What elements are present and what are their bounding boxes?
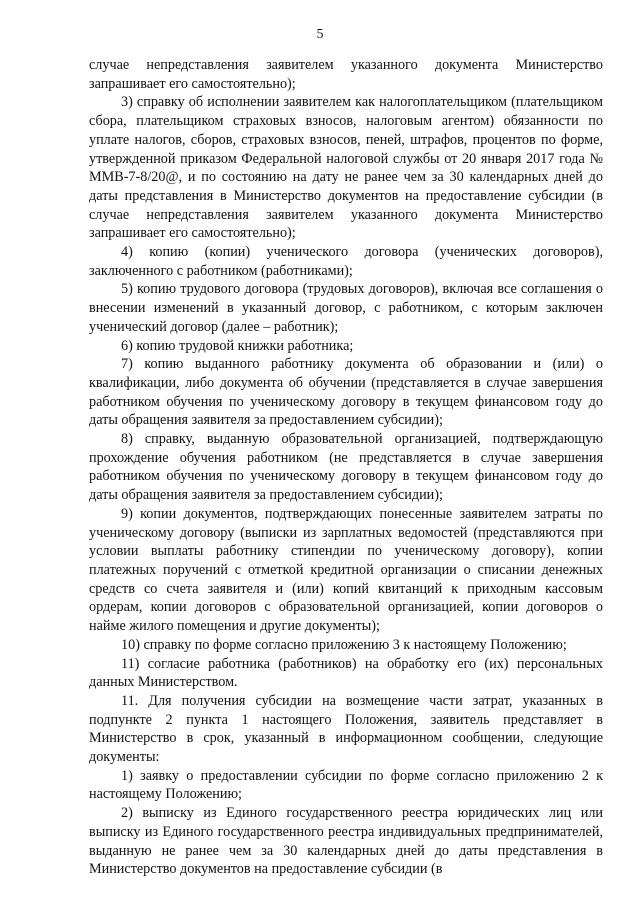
paragraph-item-6-work-book: 6) копию трудовой книжки работника; [121, 337, 354, 354]
paragraph-item-3-tax-certificate: 3) справку об исполнении заявителем как налогоплательщиком (плательщиком сбора, плательщиком страховых взносов, налоговым агентом) обязанности по уплате налогов, сборов, страховых взносов, пеней, штрафов, процентов по форме, утвержденной приказом Федеральной налоговой службы от 20 января 2017 года № ММВ-7-8/20@, и по состоянию на дату не ранее чем за 30 календарных дней до даты представления в Министерство документов на предоставление субсидии (в случае непредставления заявителем указанного документа Министерство запрашивает его самостоятельно); [89, 94, 603, 242]
paragraph-item-10-certificate-form: 10) справку по форме согласно приложению 3 к настоящему Положению; [121, 636, 567, 653]
paragraph-item-11-personal-data-consent: 11) согласие работника (работников) на обработку его (их) персональных данных Министерством. [89, 655, 603, 691]
paragraph-section-11-item-2: 2) выписку из Единого государственного реестра юридических лиц или выписку из Единого государственного реестра индивидуальных предпринимателей, выданную не ранее чем за 30 календарных дней до даты представления в Министерство документов на предоставление субсидии (в [89, 805, 603, 878]
paragraph-item-7-education-document: 7) копию выданного работнику документа об образовании и (или) о квалификации, либо документа об обучении (представляется в случае завершения работником обучения по ученическому договору в текущем финансовом году до даты обращения заявителя за предоставлением субсидии); [89, 356, 603, 429]
paragraph-item-9-expense-documents: 9) копии документов, подтверждающих понесенные заявителем затраты по ученическому договору (выписки из зарплатных ведомостей (представляются при условии выплаты работнику стипендии по ученическому договору), копии платежных поручений с отметкой кредитной организации о списании денежных средств со счета заявителя и (или) копий квитанций к приходным кассовым ордерам, копии договоров с образовательной организацией, копии договоров о найме жилого помещения и другие документы); [89, 505, 603, 635]
paragraph-item-4-apprenticeship-contract: 4) копию (копии) ученического договора (ученических договоров), заключенного с работником (работниками); [89, 244, 603, 279]
paragraph-item-5-employment-contract: 5) копию трудового договора (трудовых договоров), включая все соглашения о внесении изменений в указанный договор, с работником, с которым заключен ученический договор (далее – работник); [89, 281, 603, 335]
page-number: 5 [316, 27, 324, 42]
paragraph-continuation: случае непредставления заявителем указанного документа Министерство запрашивает его самостоятельно); [89, 57, 603, 92]
paragraph-section-11-item-1: 1) заявку о предоставлении субсидии по форме согласно приложению 2 к настоящему Положению; [89, 767, 603, 803]
paragraph-item-8-training-certificate: 8) справку, выданную образовательной организацией, подтверждающую прохождение обучения работником (не представляется в случае завершения работником обучения по ученическому договору в текущем финансовом году до даты обращения заявителя за предоставлением субсидии); [89, 431, 603, 504]
paragraph-section-11: 11. Для получения субсидии на возмещение части затрат, указанных в подпункте 2 пункта 1 настоящего Положения, заявитель представляет в Министерство в срок, указанный в информационном сообщении, следующие документы: [89, 692, 603, 766]
document-body [89, 56, 603, 879]
